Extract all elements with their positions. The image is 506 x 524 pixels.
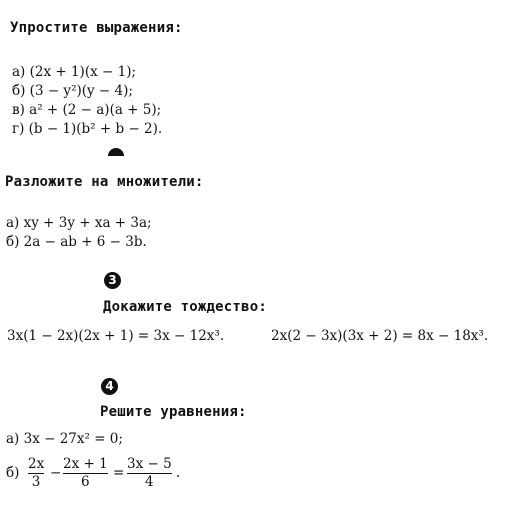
factor-item-a: а) xy + 3y + xa + 3a; [6, 215, 152, 231]
identity-left: 3x(1 − 2x)(2x + 1) = 3x − 12x³. [7, 328, 225, 344]
fraction-1-numerator: 2x [28, 456, 45, 472]
section2-heading: Разложите на множители: [5, 174, 204, 190]
equals-sign: = [113, 465, 125, 481]
section3-heading: Докажите тождество: [103, 299, 267, 315]
section1-heading: Упростите выражения: [10, 20, 183, 36]
fraction-2-numerator: 2x + 1 [63, 456, 108, 472]
fraction-3-denominator: 4 [145, 474, 154, 490]
fraction-2-denominator: 6 [81, 474, 90, 490]
simplify-item-a: а) (2x + 1)(x − 1); [12, 64, 137, 80]
minus-sign: − [50, 465, 62, 481]
factor-item-b: б) 2a − ab + 6 − 3b. [6, 234, 147, 250]
section4-heading: Решите уравнения: [100, 404, 247, 420]
task-number-badge-3: 3 [104, 272, 121, 289]
equation-item-b-label: б) [6, 465, 20, 481]
identity-right: 2x(2 − 3x)(3x + 2) = 8x − 18x³. [271, 328, 489, 344]
simplify-item-b: б) (3 − y²)(y − 4); [12, 83, 133, 99]
fraction-1-denominator: 3 [31, 474, 41, 490]
cropped-badge [108, 148, 124, 156]
end-period: . [176, 465, 181, 481]
equation-item-a: а) 3x − 27x² = 0; [6, 431, 123, 447]
simplify-item-d: г) (b − 1)(b² + b − 2). [12, 121, 163, 137]
fraction-1 [28, 456, 44, 491]
fraction-2 [63, 456, 108, 491]
fraction-3-numerator: 3x − 5 [127, 456, 172, 472]
simplify-item-c: в) a² + (2 − a)(a + 5); [12, 102, 162, 118]
task-number-badge-4: 4 [101, 378, 118, 395]
fraction-3 [127, 456, 172, 491]
